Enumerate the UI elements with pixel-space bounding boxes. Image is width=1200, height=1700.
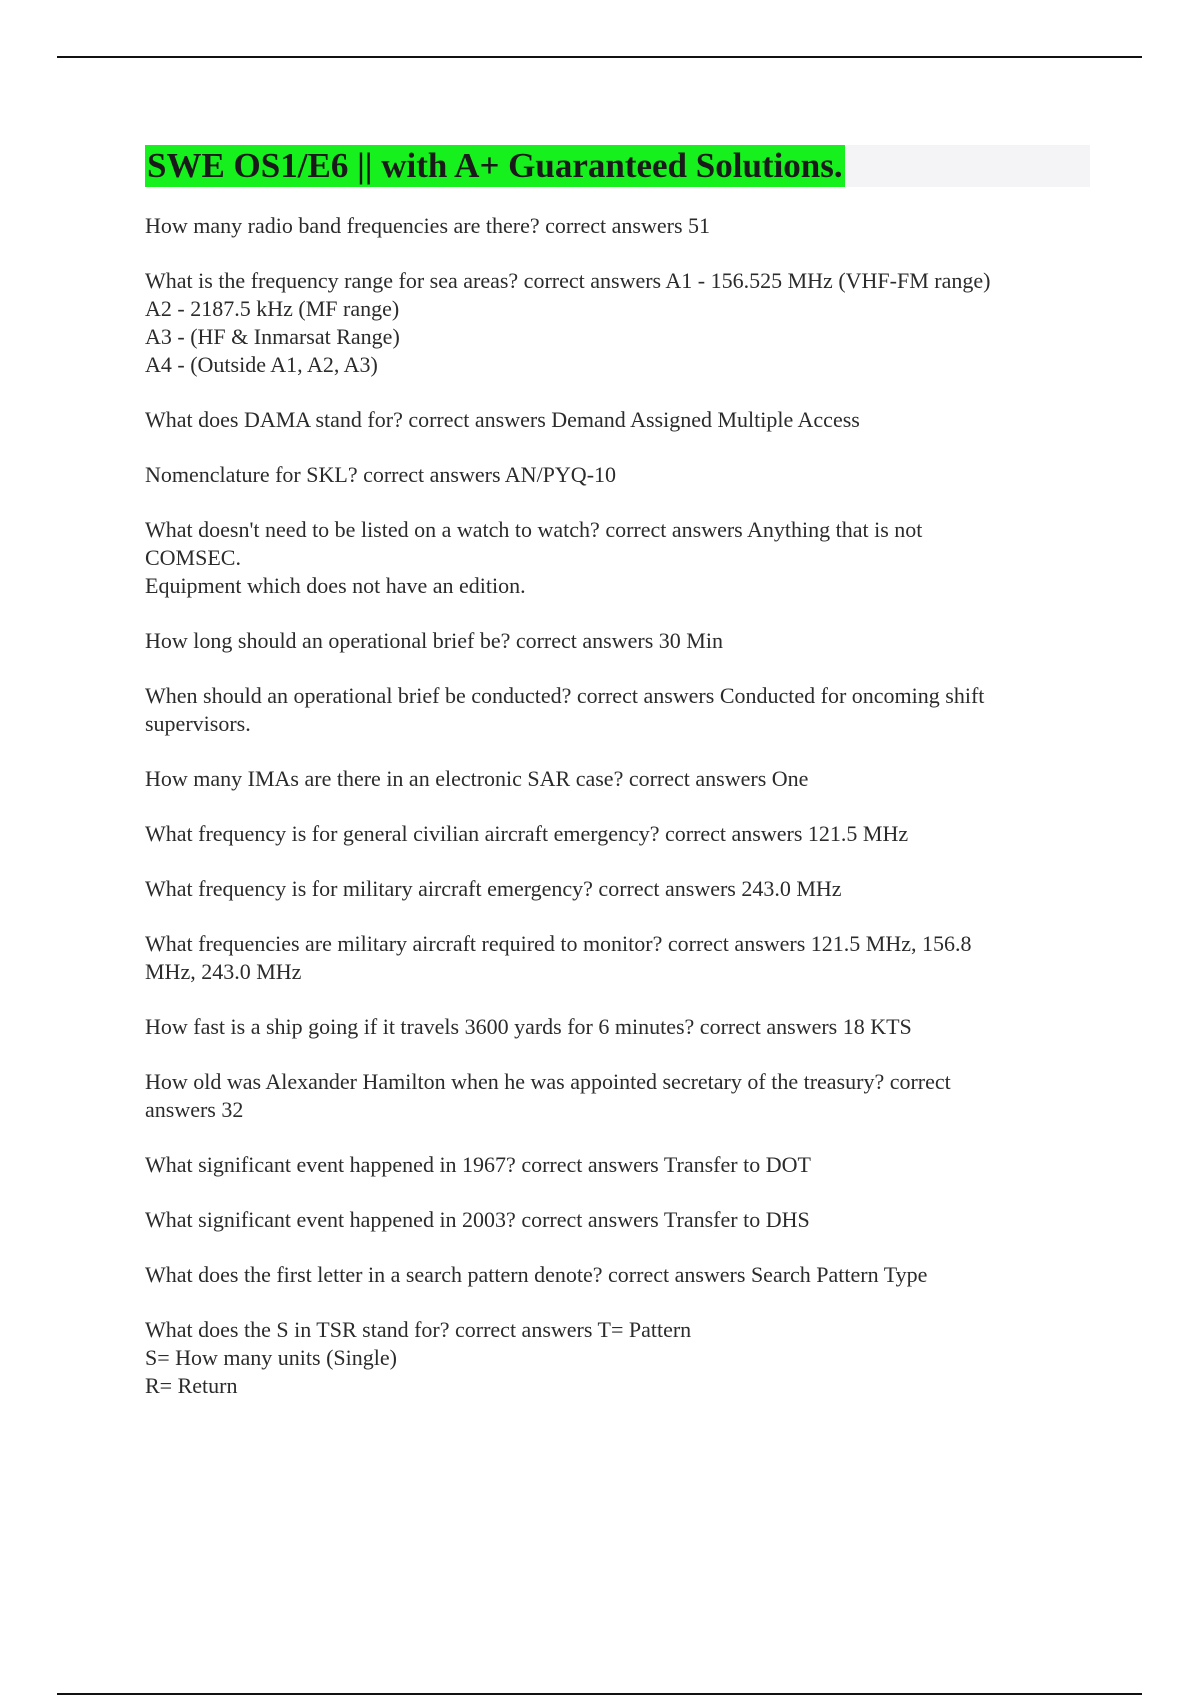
qa-line: What significant event happened in 2003? correct answers Transfer to DHS — [145, 1207, 810, 1232]
qa-line: S= How many units (Single) — [145, 1345, 397, 1370]
qa-item — [145, 1316, 1090, 1400]
qa-item — [145, 212, 1090, 240]
qa-line: What does DAMA stand for? correct answers Demand Assigned Multiple Access — [145, 407, 860, 432]
qa-line: What does the first letter in a search pattern denote? correct answers Search Pattern Type — [145, 1262, 928, 1287]
qa-item — [145, 1013, 1090, 1041]
top-rule — [57, 56, 1142, 58]
qa-line: Nomenclature for SKL? correct answers AN/PYQ-10 — [145, 462, 617, 487]
qa-item — [145, 461, 1090, 489]
qa-line: What frequencies are military aircraft required to monitor? correct answers 121.5 MHz, 156.8 — [145, 931, 972, 956]
qa-line: What frequency is for military aircraft emergency? correct answers 243.0 MHz — [145, 876, 842, 901]
title-bar — [145, 145, 1090, 187]
document-body — [145, 145, 1090, 1427]
qa-line: Equipment which does not have an edition. — [145, 573, 526, 598]
qa-item — [145, 516, 1090, 600]
qa-line: What does the S in TSR stand for? correct answers T= Pattern — [145, 1317, 692, 1342]
qa-line: What frequency is for general civilian aircraft emergency? correct answers 121.5 MHz — [145, 821, 909, 846]
qa-line: MHz, 243.0 MHz — [145, 959, 302, 984]
qa-line: supervisors. — [145, 711, 251, 736]
qa-line: How many radio band frequencies are there? correct answers 51 — [145, 213, 711, 238]
qa-item — [145, 1261, 1090, 1289]
bottom-rule — [57, 1693, 1142, 1695]
qa-item — [145, 627, 1090, 655]
qa-item — [145, 765, 1090, 793]
qa-line: How long should an operational brief be? correct answers 30 Min — [145, 628, 723, 653]
qa-line: A3 - (HF & Inmarsat Range) — [145, 324, 400, 349]
qa-line: How old was Alexander Hamilton when he was appointed secretary of the treasury? correct — [145, 1069, 951, 1094]
qa-item — [145, 682, 1090, 738]
qa-item — [145, 875, 1090, 903]
qa-line: How many IMAs are there in an electronic SAR case? correct answers One — [145, 766, 809, 791]
qa-item — [145, 406, 1090, 434]
document-title: SWE OS1/E6 || with A+ Guaranteed Solutions. — [147, 146, 843, 185]
qa-item — [145, 267, 1090, 379]
qa-item — [145, 820, 1090, 848]
qa-item — [145, 1151, 1090, 1179]
qa-line: answers 32 — [145, 1097, 244, 1122]
qa-line: What doesn't need to be listed on a watch to watch? correct answers Anything that is not — [145, 517, 923, 542]
qa-line: A2 - 2187.5 kHz (MF range) — [145, 296, 400, 321]
qa-item — [145, 1068, 1090, 1124]
qa-line: What is the frequency range for sea areas? correct answers A1 - 156.525 MHz (VHF-FM range) — [145, 268, 991, 293]
qa-line: How fast is a ship going if it travels 3600 yards for 6 minutes? correct answers 18 KTS — [145, 1014, 912, 1039]
qa-line: R= Return — [145, 1373, 238, 1398]
qa-line: What significant event happened in 1967? correct answers Transfer to DOT — [145, 1152, 811, 1177]
qa-line: When should an operational brief be conducted? correct answers Conducted for oncoming shift — [145, 683, 985, 708]
qa-item — [145, 1206, 1090, 1234]
qa-item — [145, 930, 1090, 986]
qa-line: A4 - (Outside A1, A2, A3) — [145, 352, 378, 377]
qa-line: COMSEC. — [145, 545, 241, 570]
